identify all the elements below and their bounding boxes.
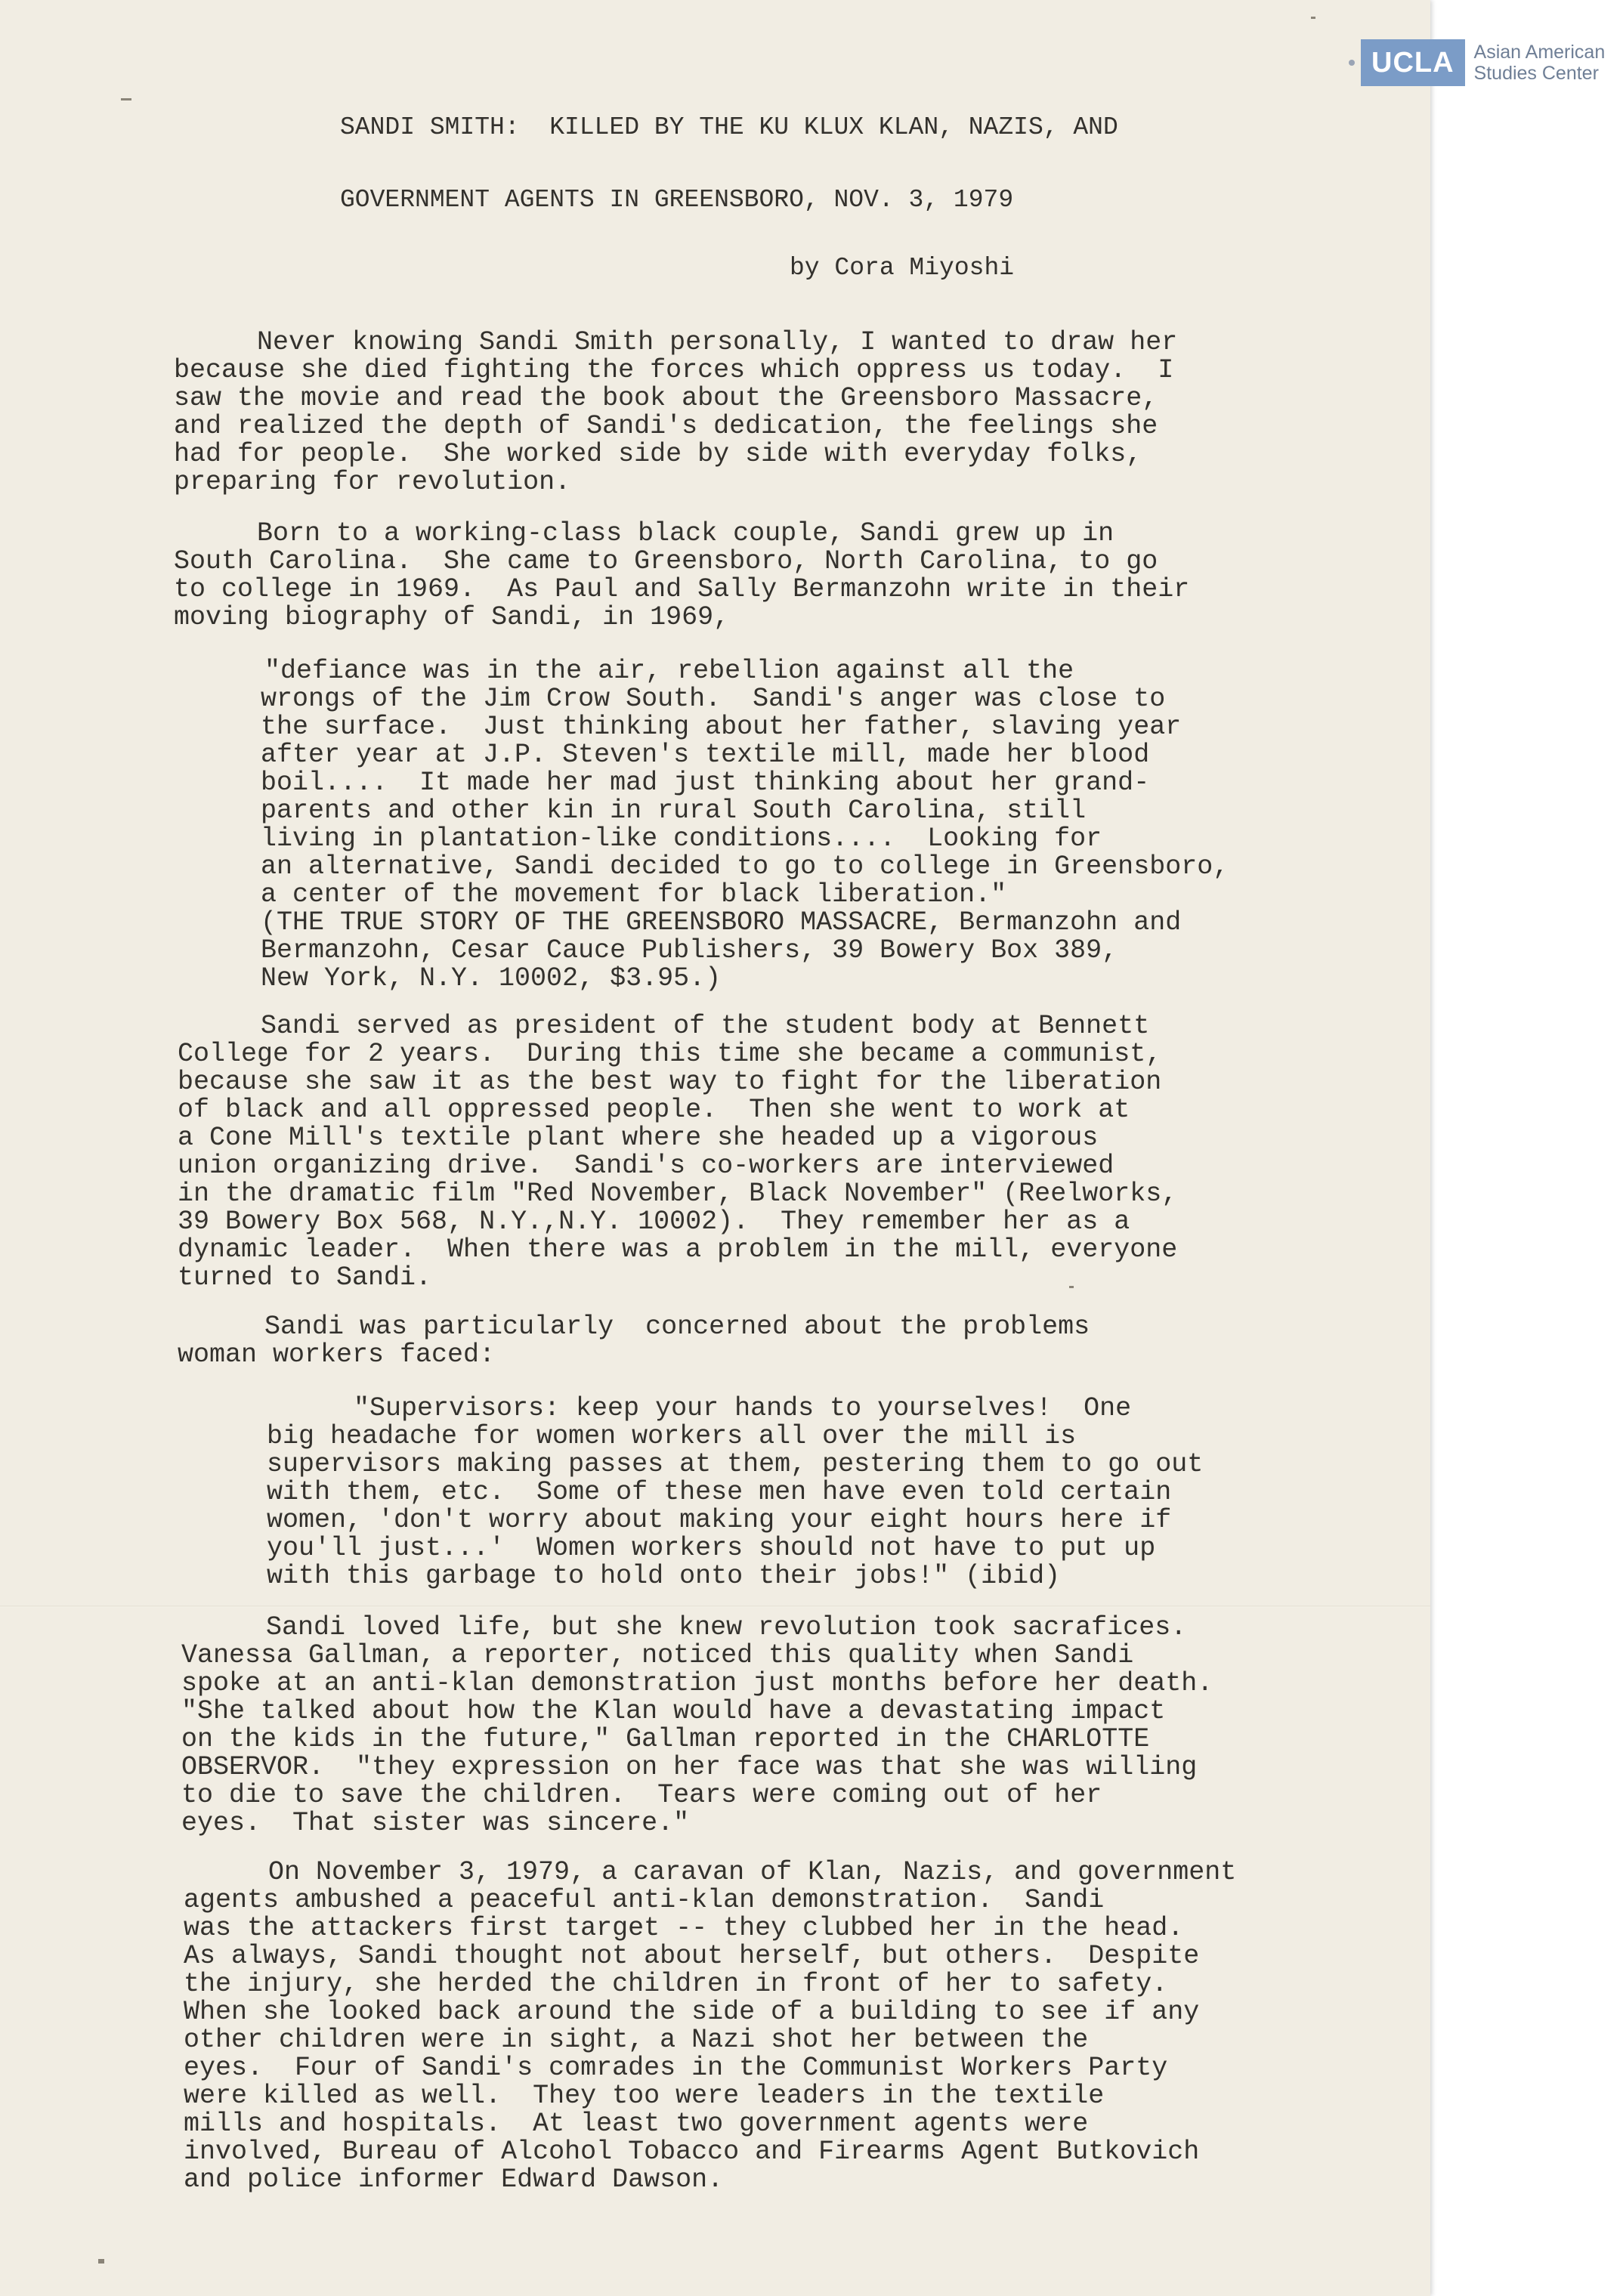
text-line: after year at J.P. Steven's textile mill, made her blood [261,740,1150,770]
text-line: Sandi served as president of the student body at Bennett [261,1011,1150,1041]
text-line: boil.... It made her mad just thinking about her grand- [261,768,1150,798]
text-line: Sandi loved life, but she knew revolution took sacrafices. [266,1612,1187,1642]
text-line: the injury, she herded the children in front of her to safety. [184,1969,1168,1999]
ucla-wordmark: UCLA [1361,39,1465,86]
text-line: When she looked back around the side of a building to see if any [184,1997,1200,2027]
text-line: and realized the depth of Sandi's dedication, the feelings she [174,411,1158,441]
citation-line: Bermanzohn, Cesar Cauce Publishers, 39 Bowery Box 389, [261,935,1118,966]
text-line: parents and other kin in rural South Carolina, still [261,796,1087,826]
text-line: big headache for women workers all over the mill is [267,1421,1077,1451]
logo-caption-line-2: Studies Center [1473,63,1599,84]
text-line: South Carolina. She came to Greensboro, North Carolina, to go [174,546,1158,576]
text-line: Born to a working-class black couple, Sandi grew up in [257,518,1114,549]
text-line: involved, Bureau of Alcohol Tobacco and Firearms Agent Butkovich [184,2137,1200,2167]
text-line: 39 Bowery Box 568, N.Y.,N.Y. 10002). They remember her as a [178,1207,1130,1237]
paper-fold [0,1605,1430,1608]
paper-speck [98,2259,104,2264]
text-line: preparing for revolution. [174,467,571,497]
text-line: "She talked about how the Klan would have a devastating impact [181,1696,1166,1726]
text-line: dynamic leader. When there was a problem in the mill, everyone [178,1235,1178,1265]
text-line: a Cone Mill's textile plant where she headed up a vigorous [178,1123,1099,1153]
text-line: with this garbage to hold onto their jobs!" (ibid) [267,1561,1061,1591]
text-line: Never knowing Sandi Smith personally, I wanted to draw her [257,327,1178,357]
text-line: eyes. Four of Sandi's comrades in the Communist Workers Party [184,2053,1168,2083]
text-line: an alternative, Sandi decided to go to college in Greensboro, [261,851,1229,882]
text-line: "Supervisors: keep your hands to yourselves! One [354,1393,1132,1423]
text-line: to die to save the children. Tears were coming out of her [181,1780,1102,1810]
title-line-1: SANDI SMITH: KILLED BY THE KU KLUX KLAN, NAZIS, AND [340,113,1118,141]
logo-dot-icon [1349,60,1355,66]
citation-line: New York, N.Y. 10002, $3.95.) [261,963,722,993]
byline: by Cora Miyoshi [790,254,1015,282]
text-line: agents ambushed a peaceful anti-klan demonstration. Sandi [184,1885,1105,1915]
text-line: "defiance was in the air, rebellion against all the [264,656,1074,686]
text-line: moving biography of Sandi, in 1969, [174,602,730,632]
text-line: As always, Sandi thought not about herself, but others. Despite [184,1941,1200,1971]
text-line: was the attackers first target -- they clubbed her in the head. [184,1913,1184,1943]
text-line: wrongs of the Jim Crow South. Sandi's anger was close to [261,684,1166,714]
paragraph-6 [184,1857,1237,2254]
text-line: union organizing drive. Sandi's co-workers are interviewed [178,1151,1114,1181]
text-line: with them, etc. Some of these men have even told certain [267,1477,1172,1507]
paper-speck [1311,17,1315,19]
text-line: On November 3, 1979, a caravan of Klan, Nazis, and government [268,1857,1237,1887]
text-line: in the dramatic film "Red November, Black November" (Reelworks, [178,1179,1178,1209]
logo-caption [1474,42,1606,84]
logo-caption-line-1: Asian American [1473,42,1606,63]
text-line: had for people. She worked side by side with everyday folks, [174,439,1142,469]
text-line: you'll just...' Women workers should not have to put up [267,1533,1156,1563]
text-line: spoke at an anti-klan demonstration just months before her death. [181,1668,1213,1698]
text-line: because she died fighting the forces which oppress us today. I [174,355,1174,385]
text-line: turned to Sandi. [178,1262,432,1293]
text-line: to college in 1969. As Paul and Sally Bermanzohn write in their [174,574,1190,604]
text-line: and police informer Edward Dawson. [184,2165,724,2195]
citation-line: (THE TRUE STORY OF THE GREENSBORO MASSACRE, Bermanzohn and [261,907,1182,938]
text-line: woman workers faced: [178,1340,496,1370]
text-line: a center of the movement for black liberation." [261,879,1007,910]
text-line: mills and hospitals. At least two government agents were [184,2109,1089,2139]
ucla-aasc-logo [1349,39,1605,86]
text-line: living in plantation-like conditions.... Looking for [261,824,1102,854]
text-line: because she saw it as the best way to fight for the liberation [178,1067,1162,1097]
text-line: women, 'don't worry about making your eight hours here if [267,1505,1172,1535]
text-line: on the kids in the future," Gallman reported in the CHARLOTTE [181,1724,1150,1754]
text-line: other children were in sight, a Nazi shot her between the [184,2025,1089,2055]
text-line: saw the movie and read the book about the Greensboro Massacre, [174,383,1158,413]
paper-speck [1069,1286,1074,1288]
text-line: supervisors making passes at them, pestering them to go out [267,1449,1204,1479]
text-line: the surface. Just thinking about her father, slaving year [261,712,1182,742]
text-line: College for 2 years. During this time she became a communist, [178,1039,1162,1069]
text-line: eyes. That sister was sincere." [181,1808,690,1838]
text-line: OBSERVOR. "they expression on her face was that she was willing [181,1752,1198,1782]
text-line: of black and all oppressed people. Then she went to work at [178,1095,1130,1125]
text-line: Sandi was particularly concerned about the problems [264,1312,1090,1342]
title-line-2: GOVERNMENT AGENTS IN GREENSBORO, NOV. 3, 1979 [340,186,1014,214]
text-line: were killed as well. They too were leaders in the textile [184,2081,1105,2111]
text-line: Vanessa Gallman, a reporter, noticed this quality when Sandi [181,1640,1134,1670]
paper-speck [121,98,131,100]
